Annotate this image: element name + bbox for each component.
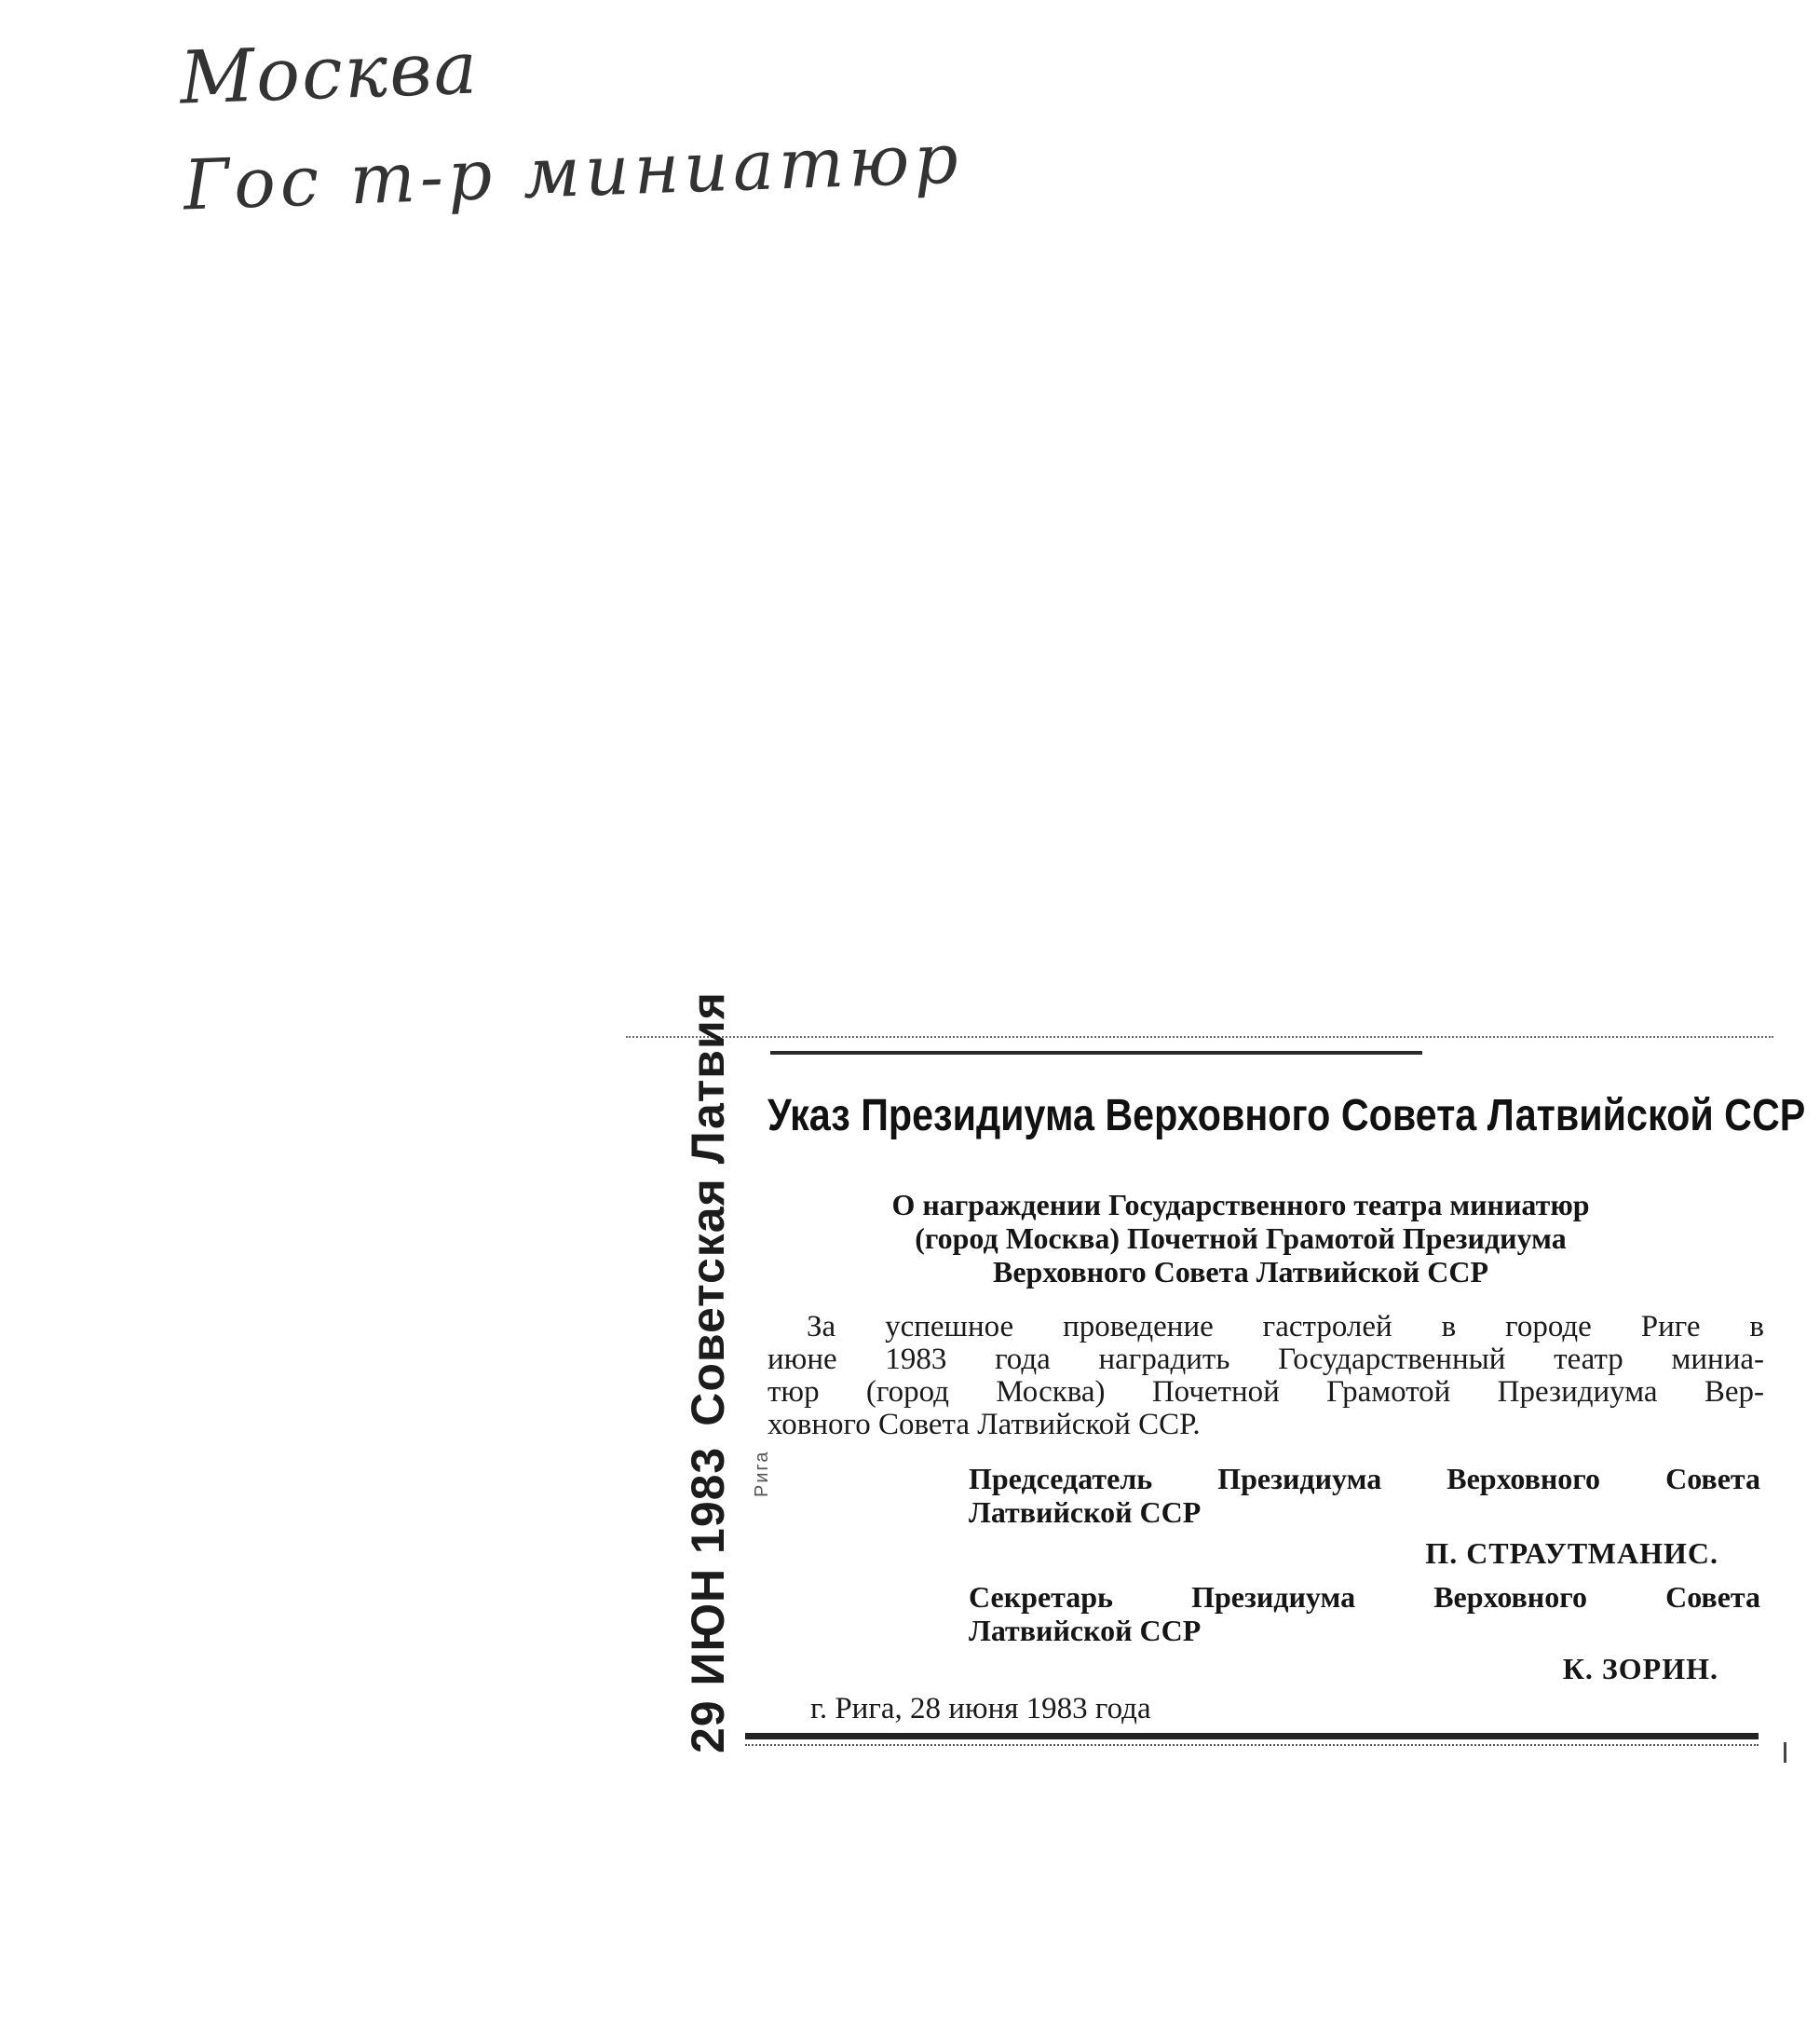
handwritten-note [178,5,964,237]
stamp-newspaper: Советская Латвия [682,991,734,1426]
bottom-dotted-rule [745,1744,1759,1746]
newspaper-clipping [626,991,1806,1800]
secretary-signature [969,1580,1760,1685]
signatory-title: Председатель Президиума Верховного Совета [969,1462,1760,1495]
body-line: тюр (город Москва) Почетной Грамотой Президиума Вер- [767,1375,1764,1409]
edge-mark [1784,1742,1786,1763]
stamp-date: 29 ИЮН 1983 [682,1446,734,1753]
place-and-date: г. Рига, 28 июня 1983 года [810,1692,1151,1725]
chairman-signature [969,1462,1760,1570]
handwritten-city: Москва [178,26,481,121]
top-dotted-rule [626,1036,1773,1038]
body-line: ховного Совета Латвийской ССР. [767,1408,1201,1441]
body-line: июне 1983 года наградить Государственный театр миниа- [767,1343,1764,1376]
date-stamp [682,991,772,1753]
decree-subtitle [784,1188,1697,1289]
stamp-city: Рига [752,1450,772,1497]
top-bold-rule [770,1051,1422,1055]
subtitle-line: Верховного Совета Латвийской ССР [993,1255,1488,1289]
signatory-name: К. ЗОРИН. [1562,1652,1718,1685]
decree-body [767,1311,1764,1441]
handwritten-theatre: Гос т-р миниатюр [182,118,964,226]
subtitle-line: О награждении Государственного театра миниатюр [891,1188,1590,1221]
bottom-bold-rule [745,1733,1759,1739]
signatory-name: П. СТРАУТМАНИС. [1425,1536,1718,1570]
subtitle-line: (город Москва) Почетной Грамотой Президиума [915,1221,1567,1255]
body-line: За успешное проведение гастролей в городе Риге в [807,1310,1764,1343]
decree-headline: Указ Президиума Верховного Совета Латвийской ССР [767,1091,1806,1140]
signatory-title: Секретарь Президиума Верховного Совета [969,1580,1760,1614]
signatory-title: Латвийской ССР [969,1495,1202,1529]
signatory-title: Латвийской ССР [969,1614,1202,1647]
